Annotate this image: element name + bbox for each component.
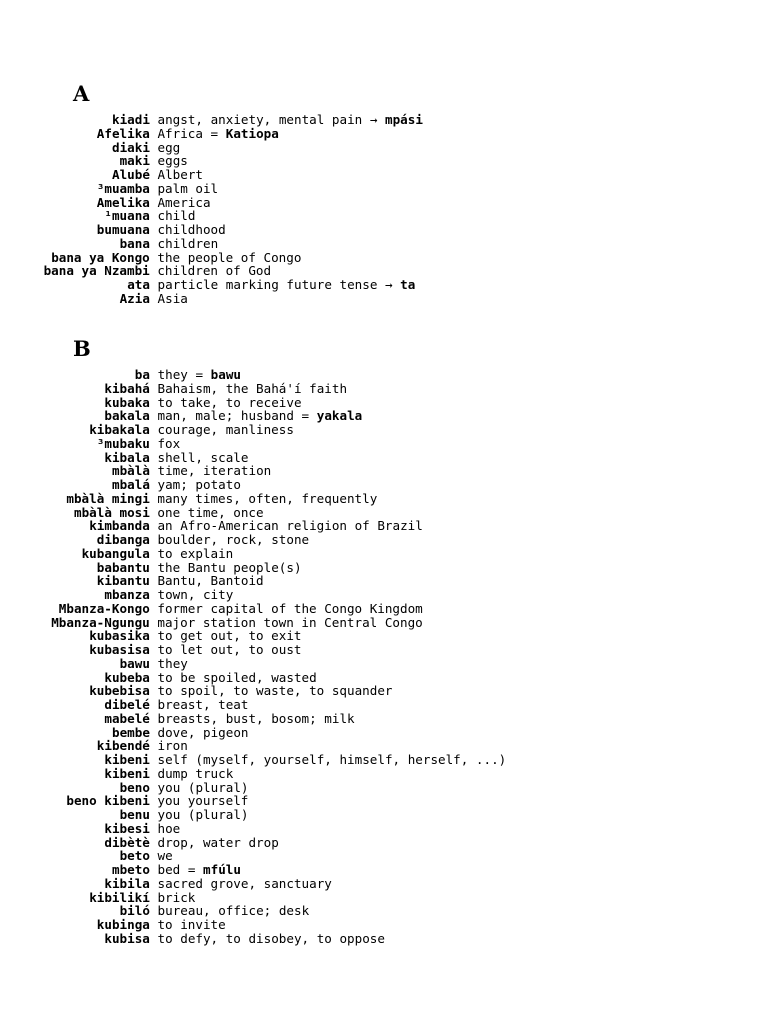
entry-headword: benu: [119, 807, 150, 822]
entry-cross-reference: mpási: [385, 112, 423, 127]
entry-headword: bakala: [104, 408, 150, 424]
dictionary-entry: [0, 561, 768, 575]
entry-headword: ³muamba: [96, 180, 150, 196]
entry-definition: Bahaism, the Bahá'í faith: [157, 380, 348, 396]
dictionary-entry: [0, 808, 768, 822]
dictionary-entry: [0, 643, 768, 657]
dictionary-entry: [0, 767, 768, 781]
entry-headword: kibila: [104, 875, 150, 891]
entry-definition: to let out, to oust: [157, 642, 302, 657]
entry-definition: to be spoiled, wasted: [157, 669, 317, 685]
entry-definition: yam; potato: [157, 477, 241, 492]
dictionary-entry: [0, 409, 768, 423]
entry-headword: Mbanza-Ngungu: [51, 614, 150, 630]
entry-definition: we: [157, 848, 173, 864]
entry-headword: Mbanza-Kongo: [58, 600, 150, 616]
entry-definition: an Afro-American religion of Brazil: [157, 518, 423, 534]
dictionary-entry: [0, 154, 768, 168]
dictionary-entry: [0, 753, 768, 767]
dictionary-entry: [0, 794, 768, 808]
entry-headword: ba: [134, 367, 150, 382]
dictionary-entry: [0, 602, 768, 616]
entry-cross-reference: ta: [400, 277, 416, 292]
dictionary-entry: [0, 127, 768, 141]
entry-definition: one time, once: [157, 504, 264, 520]
entry-definition: man, male; husband =: [157, 408, 310, 424]
entry-cross-reference: yakala: [316, 408, 363, 424]
entry-definition: Bantu, Bantoid: [157, 573, 264, 589]
dictionary-entry: [0, 533, 768, 547]
dictionary-entry: [0, 891, 768, 905]
entry-definition: you (plural): [157, 807, 249, 822]
dictionary-entry: [0, 657, 768, 671]
entry-definition: children of God: [157, 263, 272, 279]
dictionary-entry: [0, 739, 768, 753]
dictionary-entry: [0, 237, 768, 251]
entry-headword: ³mubaku: [96, 435, 150, 451]
entry-headword: bana ya Nzambi: [43, 263, 150, 279]
dictionary-entry: [0, 836, 768, 850]
entry-definition: shell, scale: [157, 449, 249, 465]
dictionary-entry: [0, 182, 768, 196]
entry-list-a: [0, 113, 768, 306]
entry-headword: diaki: [112, 139, 150, 155]
dictionary-entry: [0, 396, 768, 410]
dictionary-entry: [0, 863, 768, 877]
entry-headword: dibelé: [104, 697, 150, 712]
entry-headword: mbàlà mosi: [74, 504, 150, 520]
dictionary-entry: [0, 437, 768, 451]
dictionary-entry: [0, 141, 768, 155]
entry-definition: palm oil: [157, 180, 219, 196]
entry-definition: hoe: [157, 820, 181, 836]
entry-cross-reference: Katiopa: [225, 125, 279, 141]
entry-headword: kibahá: [104, 380, 150, 396]
entry-definition: children: [157, 235, 219, 251]
dictionary-entry: [0, 698, 768, 712]
entry-definition: egg: [157, 139, 181, 155]
entry-definition: to defy, to disobey, to oppose: [157, 930, 385, 946]
dictionary-entry: [0, 629, 768, 643]
entry-headword: mbalá: [112, 477, 150, 492]
dictionary-entry: [0, 451, 768, 465]
dictionary-entry: [0, 292, 768, 306]
section-heading-a: A: [73, 81, 90, 106]
entry-definition: they =: [157, 367, 204, 382]
entry-definition: to get out, to exit: [157, 628, 302, 644]
entry-headword: kibantu: [96, 573, 150, 589]
entry-definition: to spoil, to waste, to squander: [157, 683, 393, 699]
entry-headword: kibeni: [104, 752, 150, 767]
entry-definition: dump truck: [157, 765, 234, 781]
entry-headword: ata: [127, 277, 150, 292]
entry-headword: Afelika: [96, 125, 150, 141]
entry-definition: breasts, bust, bosom; milk: [157, 710, 355, 726]
entry-headword: kubinga: [96, 917, 150, 932]
entry-definition: they: [157, 655, 188, 671]
dictionary-entry: [0, 574, 768, 588]
entry-headword: dibanga: [96, 532, 150, 547]
entry-headword: kimbanda: [89, 518, 150, 534]
entry-definition: the Bantu people(s): [157, 559, 302, 575]
entry-definition: breast, teat: [157, 697, 249, 712]
entry-definition: particle marking future tense →: [157, 277, 393, 292]
entry-definition: dove, pigeon: [157, 724, 249, 740]
entry-cross-reference: mfúlu: [203, 862, 241, 877]
dictionary-entry: [0, 904, 768, 918]
entry-definition: courage, manliness: [157, 422, 294, 437]
entry-definition: drop, water drop: [157, 834, 279, 850]
dictionary-entry: [0, 726, 768, 740]
dictionary-entry: [0, 547, 768, 561]
dictionary-entry: [0, 492, 768, 506]
entry-headword: bana ya Kongo: [51, 249, 150, 265]
entry-headword: mabelé: [104, 710, 150, 726]
entry-definition: time, iteration: [157, 463, 272, 479]
entry-definition: Asia: [157, 290, 188, 306]
dictionary-entry: [0, 712, 768, 726]
entry-definition: you yourself: [157, 793, 249, 809]
entry-headword: beto: [119, 848, 150, 864]
dictionary-entry: [0, 113, 768, 127]
dictionary-entry: [0, 616, 768, 630]
dictionary-entry: [0, 423, 768, 437]
dictionary-entry: [0, 822, 768, 836]
entry-headword: Alubé: [112, 167, 150, 182]
entry-headword: kubebisa: [89, 683, 150, 699]
entry-headword: Azia: [119, 290, 150, 306]
entry-headword: mbanza: [104, 587, 150, 602]
dictionary-entry: [0, 368, 768, 382]
entry-headword: kubeba: [104, 669, 150, 685]
entry-definition: bureau, office; desk: [157, 903, 310, 919]
section-heading-b: B: [73, 336, 91, 361]
entry-headword: bawu: [119, 655, 150, 671]
entry-headword: kiadi: [112, 112, 150, 127]
dictionary-entry: [0, 932, 768, 946]
entry-cross-reference: bawu: [210, 367, 241, 382]
dictionary-entry: [0, 849, 768, 863]
dictionary-entry: [0, 684, 768, 698]
entry-headword: kibendé: [96, 738, 150, 754]
entry-definition: to take, to receive: [157, 394, 302, 410]
dictionary-entry: [0, 278, 768, 292]
dictionary-entry: [0, 223, 768, 237]
entry-headword: kibala: [104, 449, 150, 465]
dictionary-entry: [0, 264, 768, 278]
entry-definition: iron: [157, 738, 188, 754]
dictionary-entry: [0, 519, 768, 533]
dictionary-entry: [0, 196, 768, 210]
dictionary-entry: [0, 506, 768, 520]
entry-headword: Amelika: [96, 194, 150, 210]
entry-headword: bumuana: [96, 222, 150, 237]
entry-headword: kubaka: [104, 394, 150, 410]
dictionary-entry: [0, 877, 768, 891]
entry-headword: bembe: [112, 724, 150, 740]
dictionary-entry: [0, 478, 768, 492]
entry-headword: kibakala: [89, 422, 150, 437]
entry-headword: kubasika: [89, 628, 150, 644]
entry-headword: maki: [119, 153, 150, 169]
entry-headword: biló: [119, 903, 150, 919]
entry-headword: mbeto: [112, 862, 150, 877]
entry-definition: America: [157, 194, 211, 210]
entry-definition: Africa =: [157, 125, 219, 141]
entry-definition: major station town in Central Congo: [157, 614, 423, 630]
entry-definition: bed =: [157, 862, 196, 877]
entry-headword: kibeni: [104, 765, 150, 781]
entry-headword: dibètè: [104, 834, 150, 850]
entry-definition: to explain: [157, 545, 234, 561]
entry-headword: kubisa: [104, 930, 150, 946]
dictionary-entry: [0, 781, 768, 795]
entry-definition: fox: [157, 435, 181, 451]
entry-headword: mbàlà mingi: [66, 490, 150, 506]
entry-headword: beno: [119, 779, 150, 795]
entry-headword: kubasisa: [89, 642, 150, 657]
entry-definition: boulder, rock, stone: [157, 532, 310, 547]
entry-definition: you (plural): [157, 779, 249, 795]
entry-definition: childhood: [157, 222, 226, 237]
entry-definition: Albert: [157, 167, 204, 182]
entry-definition: many times, often, frequently: [157, 490, 378, 506]
entry-definition: angst, anxiety, mental pain →: [157, 112, 378, 127]
entry-definition: brick: [157, 889, 196, 905]
entry-definition: sacred grove, sanctuary: [157, 875, 332, 891]
dictionary-entry: [0, 168, 768, 182]
entry-definition: town, city: [157, 587, 234, 602]
entry-definition: self (myself, yourself, himself, herself, ...): [157, 752, 507, 767]
entry-definition: former capital of the Congo Kingdom: [157, 600, 423, 616]
dictionary-entry: [0, 464, 768, 478]
dictionary-entry: [0, 382, 768, 396]
entry-headword: babantu: [96, 559, 150, 575]
entry-definition: to invite: [157, 917, 226, 932]
entry-definition: the people of Congo: [157, 249, 302, 265]
dictionary-entry: [0, 588, 768, 602]
dictionary-entry: [0, 251, 768, 265]
dictionary-entry: [0, 209, 768, 223]
entry-headword: ¹muana: [104, 208, 150, 224]
dictionary-entry: [0, 918, 768, 932]
entry-headword: kibesi: [104, 820, 150, 836]
entry-headword: bana: [119, 235, 150, 251]
entry-definition: child: [157, 208, 196, 224]
entry-headword: mbàlà: [112, 463, 150, 479]
entry-list-b: [0, 368, 768, 946]
entry-headword: kubangula: [81, 545, 150, 561]
dictionary-entry: [0, 671, 768, 685]
entry-definition: eggs: [157, 153, 188, 169]
entry-headword: beno kibeni: [66, 793, 150, 809]
entry-headword: kibilikí: [89, 889, 150, 905]
